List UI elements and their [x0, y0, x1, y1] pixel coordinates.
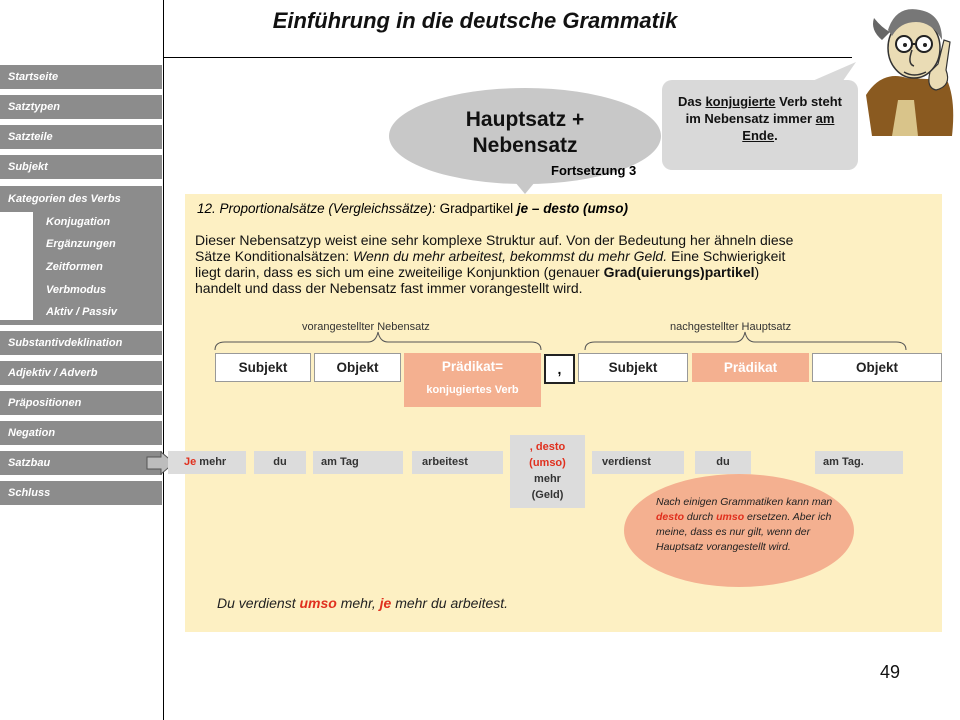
- para-d: Grad(uierungs)partikel: [603, 264, 755, 280]
- ex-umso: (umso): [529, 457, 566, 469]
- callout-konjugierte: konjugierte: [705, 94, 776, 109]
- example-sentence: [217, 595, 508, 611]
- cell-praedikat-konjugiert: [404, 353, 541, 407]
- nav-adjektiv-adverb[interactable]: Adjektiv / Adverb: [0, 361, 162, 385]
- page-title: Einführung in die deutsche Grammatik: [272, 8, 678, 33]
- section-paragraph: [195, 232, 795, 296]
- cell-objekt: Objekt: [314, 353, 401, 382]
- professor-illustration-icon: [852, 0, 960, 136]
- ex-verdienst: verdienst: [592, 451, 684, 474]
- ex-arbeitest: arbeitest: [412, 451, 503, 474]
- cell-objekt-2: Objekt: [812, 353, 942, 382]
- cell-subjekt: Subjekt: [215, 353, 311, 382]
- cell-comma: ,: [544, 354, 575, 384]
- nav-sub-aktiv-passiv[interactable]: Aktiv / Passiv: [46, 306, 117, 318]
- vertical-divider: [163, 0, 164, 720]
- header-divider: [163, 57, 960, 58]
- ex-desto-block: [510, 435, 585, 508]
- bubble-title: [430, 107, 620, 159]
- grammar-note-text: [656, 495, 846, 555]
- ex-je: Je: [184, 456, 197, 468]
- ex-am-tag: am Tag: [313, 451, 403, 474]
- ex-desto: , desto: [529, 441, 566, 453]
- section-heading: [197, 201, 628, 216]
- cell-konjugiertes-verb: konjugiertes Verb: [426, 384, 519, 396]
- note-umso: umso: [716, 511, 745, 523]
- example-c: mehr,: [336, 595, 380, 611]
- nav-satzbau[interactable]: Satzbau: [0, 451, 162, 475]
- heading-normal: Gradpartikel: [435, 201, 517, 216]
- ex-du-2: du: [695, 451, 751, 474]
- fortsetzung-label: Fortsetzung 3: [551, 163, 637, 178]
- nav-sub-verbmodus[interactable]: Verbmodus: [46, 284, 107, 296]
- para-a: Dieser Nebensatzyp weist eine sehr komplexe Struktur auf. Von der Bedeutung her ähneln diese Sätze Konditionalsätzen:: [195, 232, 794, 264]
- para-b: Wenn du mehr arbeitest, bekommst du mehr Geld.: [353, 248, 668, 264]
- nav-sub-zeitformen[interactable]: Zeitformen: [46, 261, 103, 273]
- nav-negation[interactable]: Negation: [0, 421, 162, 445]
- heading-bold: je – desto (umso): [516, 201, 628, 216]
- example-a: Du verdienst: [217, 595, 300, 611]
- note-desto: desto: [656, 511, 685, 523]
- callout-tail-icon: [810, 60, 860, 90]
- nav-kategorien-des-verbs[interactable]: Kategorien des Verbs: [8, 193, 121, 205]
- nav-satzteile[interactable]: Satzteile: [0, 125, 162, 149]
- ex-du: du: [254, 451, 306, 474]
- page-number: 49: [880, 662, 901, 682]
- bubble-line1: Hauptsatz +: [465, 108, 585, 131]
- cell-praedikat-2: Prädikat: [692, 353, 809, 382]
- nav-satztypen[interactable]: Satztypen: [0, 95, 162, 119]
- nav-sub-ergaenzungen[interactable]: Ergänzungen: [46, 238, 116, 250]
- nav-substantivdeklination[interactable]: Substantivdeklination: [0, 331, 162, 355]
- cell-praedikat-label: Prädikat=: [441, 359, 504, 374]
- nav-praepositionen[interactable]: Präpositionen: [0, 391, 162, 415]
- callout-part1: Das: [677, 94, 706, 109]
- bubble-line2: Nebensatz: [472, 134, 578, 157]
- note-c: durch: [684, 511, 717, 523]
- callout-part5: .: [774, 128, 778, 143]
- para-c: Eine Schwierigkeit liegt darin, dass es sich um eine zweiteilige Konjunktion (genauer: [195, 248, 786, 280]
- nav-schluss[interactable]: Schluss: [0, 481, 162, 505]
- example-umso: umso: [299, 595, 337, 611]
- example-je: je: [379, 595, 392, 611]
- ex-am-tag-2: am Tag.: [815, 451, 903, 474]
- para-e: ) handelt und dass der Nebensatz fast immer vorangestellt wird.: [195, 264, 760, 296]
- ex-je-mehr: [168, 451, 246, 474]
- example-e: mehr du arbeitest.: [391, 595, 509, 611]
- ex-mehr: mehr: [196, 456, 227, 468]
- callout-am-ende: am Ende: [742, 111, 835, 143]
- cell-subjekt-2: Subjekt: [578, 353, 688, 382]
- nav-startseite[interactable]: Startseite: [0, 65, 162, 89]
- ex-geld: (Geld): [531, 489, 564, 501]
- bracket-label-right: nachgestellter Hauptsatz: [670, 321, 792, 333]
- nav-sub-konjugation[interactable]: Konjugation: [46, 216, 111, 228]
- callout-text: [670, 93, 850, 144]
- note-e: ersetzen. Aber ich meine, dass es nur gilt, wenn der Hauptsatz vorangestellt wird.: [656, 511, 832, 553]
- bracket-label-left: vorangestellter Nebensatz: [302, 321, 430, 333]
- note-a: Nach einigen Grammatiken kann man: [656, 496, 833, 508]
- nav-submenu-indent: [0, 212, 33, 320]
- ex-desto-mehr: mehr: [534, 473, 561, 485]
- nav-subjekt[interactable]: Subjekt: [0, 155, 162, 179]
- heading-italic: 12. Proportionalsätze (Vergleichssätze):: [197, 201, 436, 216]
- left-brace-icon: [213, 330, 543, 352]
- callout-part3: Verb steht im Nebensatz immer: [685, 94, 842, 126]
- right-brace-icon: [583, 330, 908, 352]
